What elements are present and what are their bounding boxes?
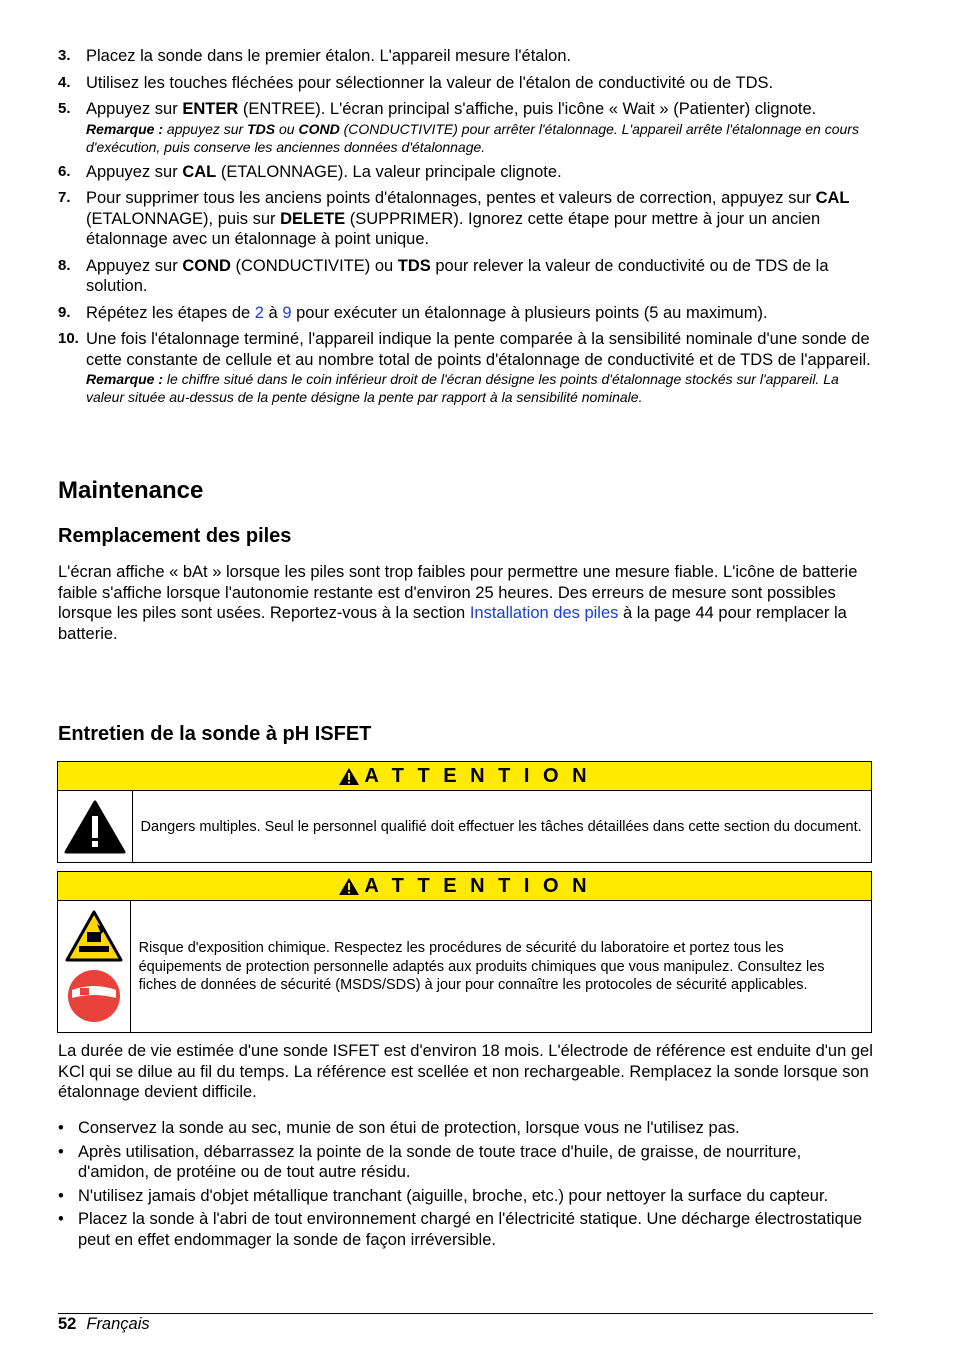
key-name: CAL bbox=[815, 189, 850, 207]
bullet: • bbox=[58, 1186, 64, 1205]
key-name: COND bbox=[298, 120, 340, 137]
attention-box-hazard bbox=[57, 761, 872, 863]
chemical-hazard-icon bbox=[65, 910, 123, 962]
step-text: Appuyez sur bbox=[86, 256, 183, 275]
note-text: le chiffre situé dans le coin inférieur droit de l'écran désigne les points d'étalonnage stockés sur l'appareil. La valeur située au-dessus de la pente désigne la pente par rapport à la sensibilité nominale. bbox=[86, 371, 839, 405]
bullet: • bbox=[58, 1119, 64, 1137]
key-name: DELETE bbox=[280, 209, 346, 228]
step-text: pour exécuter un étalonnage à plusieurs points (5 au maximum). bbox=[291, 303, 768, 322]
key-name: ENTER bbox=[182, 100, 239, 118]
list-item bbox=[58, 1186, 873, 1207]
paragraph-text: L'écran affiche « bAt » lorsque les piles sont trop faibles pour permettre une mesure fiable. L'icône de batterie faible s'affiche lorsque l'autonomie restante est d'environ 25 heures. Des erreurs de mesure sont possibles lorsque les piles sont usées. Reportez-vous à la section bbox=[58, 563, 858, 622]
step-2-link[interactable]: 2 bbox=[254, 303, 264, 322]
note-label: Remarque : bbox=[86, 371, 164, 387]
key-name: CAL bbox=[182, 162, 217, 181]
list-item-text: Conservez la sonde au sec, munie de son étui de protection, lorsque vous ne l'utilisez pas. bbox=[78, 1119, 740, 1137]
step-number: 10. bbox=[58, 330, 79, 347]
note-text: ou bbox=[275, 120, 299, 137]
step-number: 8. bbox=[58, 256, 71, 274]
page-footer bbox=[58, 1313, 873, 1334]
note-label: Remarque : bbox=[86, 120, 164, 137]
step-text: à bbox=[263, 303, 283, 322]
step-text: Placez la sonde dans le premier étalon. L'appareil mesure l'étalon. bbox=[86, 47, 572, 65]
list-item-text: Après utilisation, débarrassez la pointe de la sonde de toute trace d'huile, de graisse, de nourriture, d'amidon, de protéine ou de tout autre résidu. bbox=[78, 1142, 802, 1181]
step-text: Appuyez sur bbox=[86, 100, 183, 118]
step-text: (ETALONNAGE), puis sur bbox=[86, 209, 281, 228]
battery-install-link[interactable]: Installation des piles bbox=[469, 604, 619, 622]
chemical-icon-cell bbox=[58, 901, 131, 1033]
list-item bbox=[58, 1142, 873, 1183]
step-4 bbox=[58, 73, 873, 94]
step-text: (SUPPRIMER). Ignorez cette étape pour mettre à jour un ancien étalonnage avec un étalonnage à point unique. bbox=[86, 209, 821, 248]
attention-label: A T T E N T I O N bbox=[364, 764, 591, 787]
key-name: COND bbox=[182, 256, 231, 275]
step-number: 9. bbox=[58, 303, 71, 321]
step-5 bbox=[58, 99, 873, 156]
eye-protection-icon bbox=[66, 968, 122, 1024]
battery-heading: Remplacement des piles bbox=[58, 525, 292, 547]
step-text: Appuyez sur bbox=[86, 162, 183, 181]
note-text: (CONDUCTIVITE) pour arrêter l'étalonnage. L'appareil arrête l'étalonnage en cours d'exécution, puis conserve les anciennes données d'étalonnage. bbox=[86, 120, 859, 155]
step-text: pour relever la valeur de conductivité ou de TDS de la solution. bbox=[86, 256, 829, 295]
key-name: TDS bbox=[247, 120, 276, 137]
probe-paragraph: La durée de vie estimée d'une sonde ISFET est d'environ 18 mois. L'électrode de référence est enduite d'un gel KCl qui se dilue au fil du temps. La référence est scellée et non rechargeable. Remplacez la sonde lorsque son étalonnage devient difficile. bbox=[58, 1042, 873, 1101]
step-number: 7. bbox=[58, 189, 71, 206]
bullet: • bbox=[58, 1210, 64, 1228]
battery-paragraph bbox=[58, 562, 873, 644]
step-number: 3. bbox=[58, 47, 71, 64]
step-text: (ETALONNAGE). La valeur principale clignote. bbox=[216, 162, 562, 181]
step-text: Utilisez les touches fléchées pour sélectionner la valeur de l'étalon de conductivité ou de TDS. bbox=[86, 73, 774, 92]
note-text: appuyez sur bbox=[163, 120, 248, 137]
step-6 bbox=[58, 162, 873, 183]
attention-box-chemical bbox=[57, 871, 872, 1033]
maintenance-heading: Maintenance bbox=[58, 477, 204, 504]
page-number: 52 bbox=[58, 1315, 77, 1333]
note bbox=[86, 120, 873, 156]
attention-label: A T T E N T I O N bbox=[364, 874, 591, 897]
step-text: (ENTREE). L'écran principal s'affiche, puis l'icône « Wait » (Patienter) clignote. bbox=[238, 100, 817, 118]
attention-bar bbox=[58, 872, 871, 901]
attention-text: Risque d'exposition chimique. Respectez les procédures de sécurité du laboratoire et portez tous les équipements de protection personnelle adaptés aux produits chimiques que vous manipulez. Consultez les fiches de données de sécurité (MSDS/SDS) à jour pour connaître les protocoles de sécurité applicables. bbox=[138, 940, 825, 994]
list-item bbox=[58, 1118, 873, 1139]
step-10 bbox=[58, 329, 873, 406]
list-item-text: N'utilisez jamais d'objet métallique tranchant (aiguille, broche, etc.) pour nettoyer la surface du capteur. bbox=[78, 1186, 829, 1205]
footer-language: Français bbox=[86, 1315, 150, 1333]
step-7 bbox=[58, 188, 873, 250]
step-text: Une fois l'étalonnage terminé, l'appareil indique la pente comparée à la sensibilité nominale d'une sonde de cette constante de cellule et au nombre total de points d'étalonnage de conductivité et de TDS de l'appareil. bbox=[86, 330, 871, 369]
paragraph-text: à la page 44 pour remplacer la batterie. bbox=[58, 604, 847, 643]
hazard-icon-cell bbox=[58, 791, 133, 863]
step-number: 4. bbox=[58, 73, 71, 91]
step-text: Pour supprimer tous les anciens points d'étalonnages, pentes et valeurs de correction, appuyez sur bbox=[86, 189, 816, 207]
bullet: • bbox=[58, 1142, 64, 1161]
warning-triangle-icon bbox=[338, 877, 360, 896]
list-item bbox=[58, 1209, 873, 1250]
step-number: 6. bbox=[58, 162, 71, 180]
general-hazard-icon bbox=[64, 800, 126, 854]
probe-care-list bbox=[58, 1118, 873, 1253]
probe-heading: Entretien de la sonde à pH ISFET bbox=[58, 723, 372, 745]
warning-triangle-icon bbox=[338, 767, 360, 786]
attention-bar bbox=[58, 762, 871, 791]
step-3 bbox=[58, 46, 873, 67]
step-8 bbox=[58, 256, 873, 297]
step-9 bbox=[58, 303, 873, 324]
steps-section bbox=[58, 46, 873, 412]
procedure-steps bbox=[58, 46, 873, 406]
note bbox=[86, 370, 873, 406]
list-item-text: Placez la sonde à l'abri de tout environnement chargé en l'électricité statique. Une décharge électrostatique peut en effet endommager la sonde de façon irréversible. bbox=[78, 1210, 863, 1249]
step-number: 5. bbox=[58, 100, 71, 117]
step-9-link[interactable]: 9 bbox=[282, 303, 292, 322]
attention-text: Dangers multiples. Seul le personnel qualifié doit effectuer les tâches détaillées dans cette section du document. bbox=[140, 818, 862, 835]
step-text: (CONDUCTIVITE) ou bbox=[230, 256, 398, 275]
key-name: TDS bbox=[397, 256, 431, 275]
step-text: Répétez les étapes de bbox=[86, 303, 255, 322]
